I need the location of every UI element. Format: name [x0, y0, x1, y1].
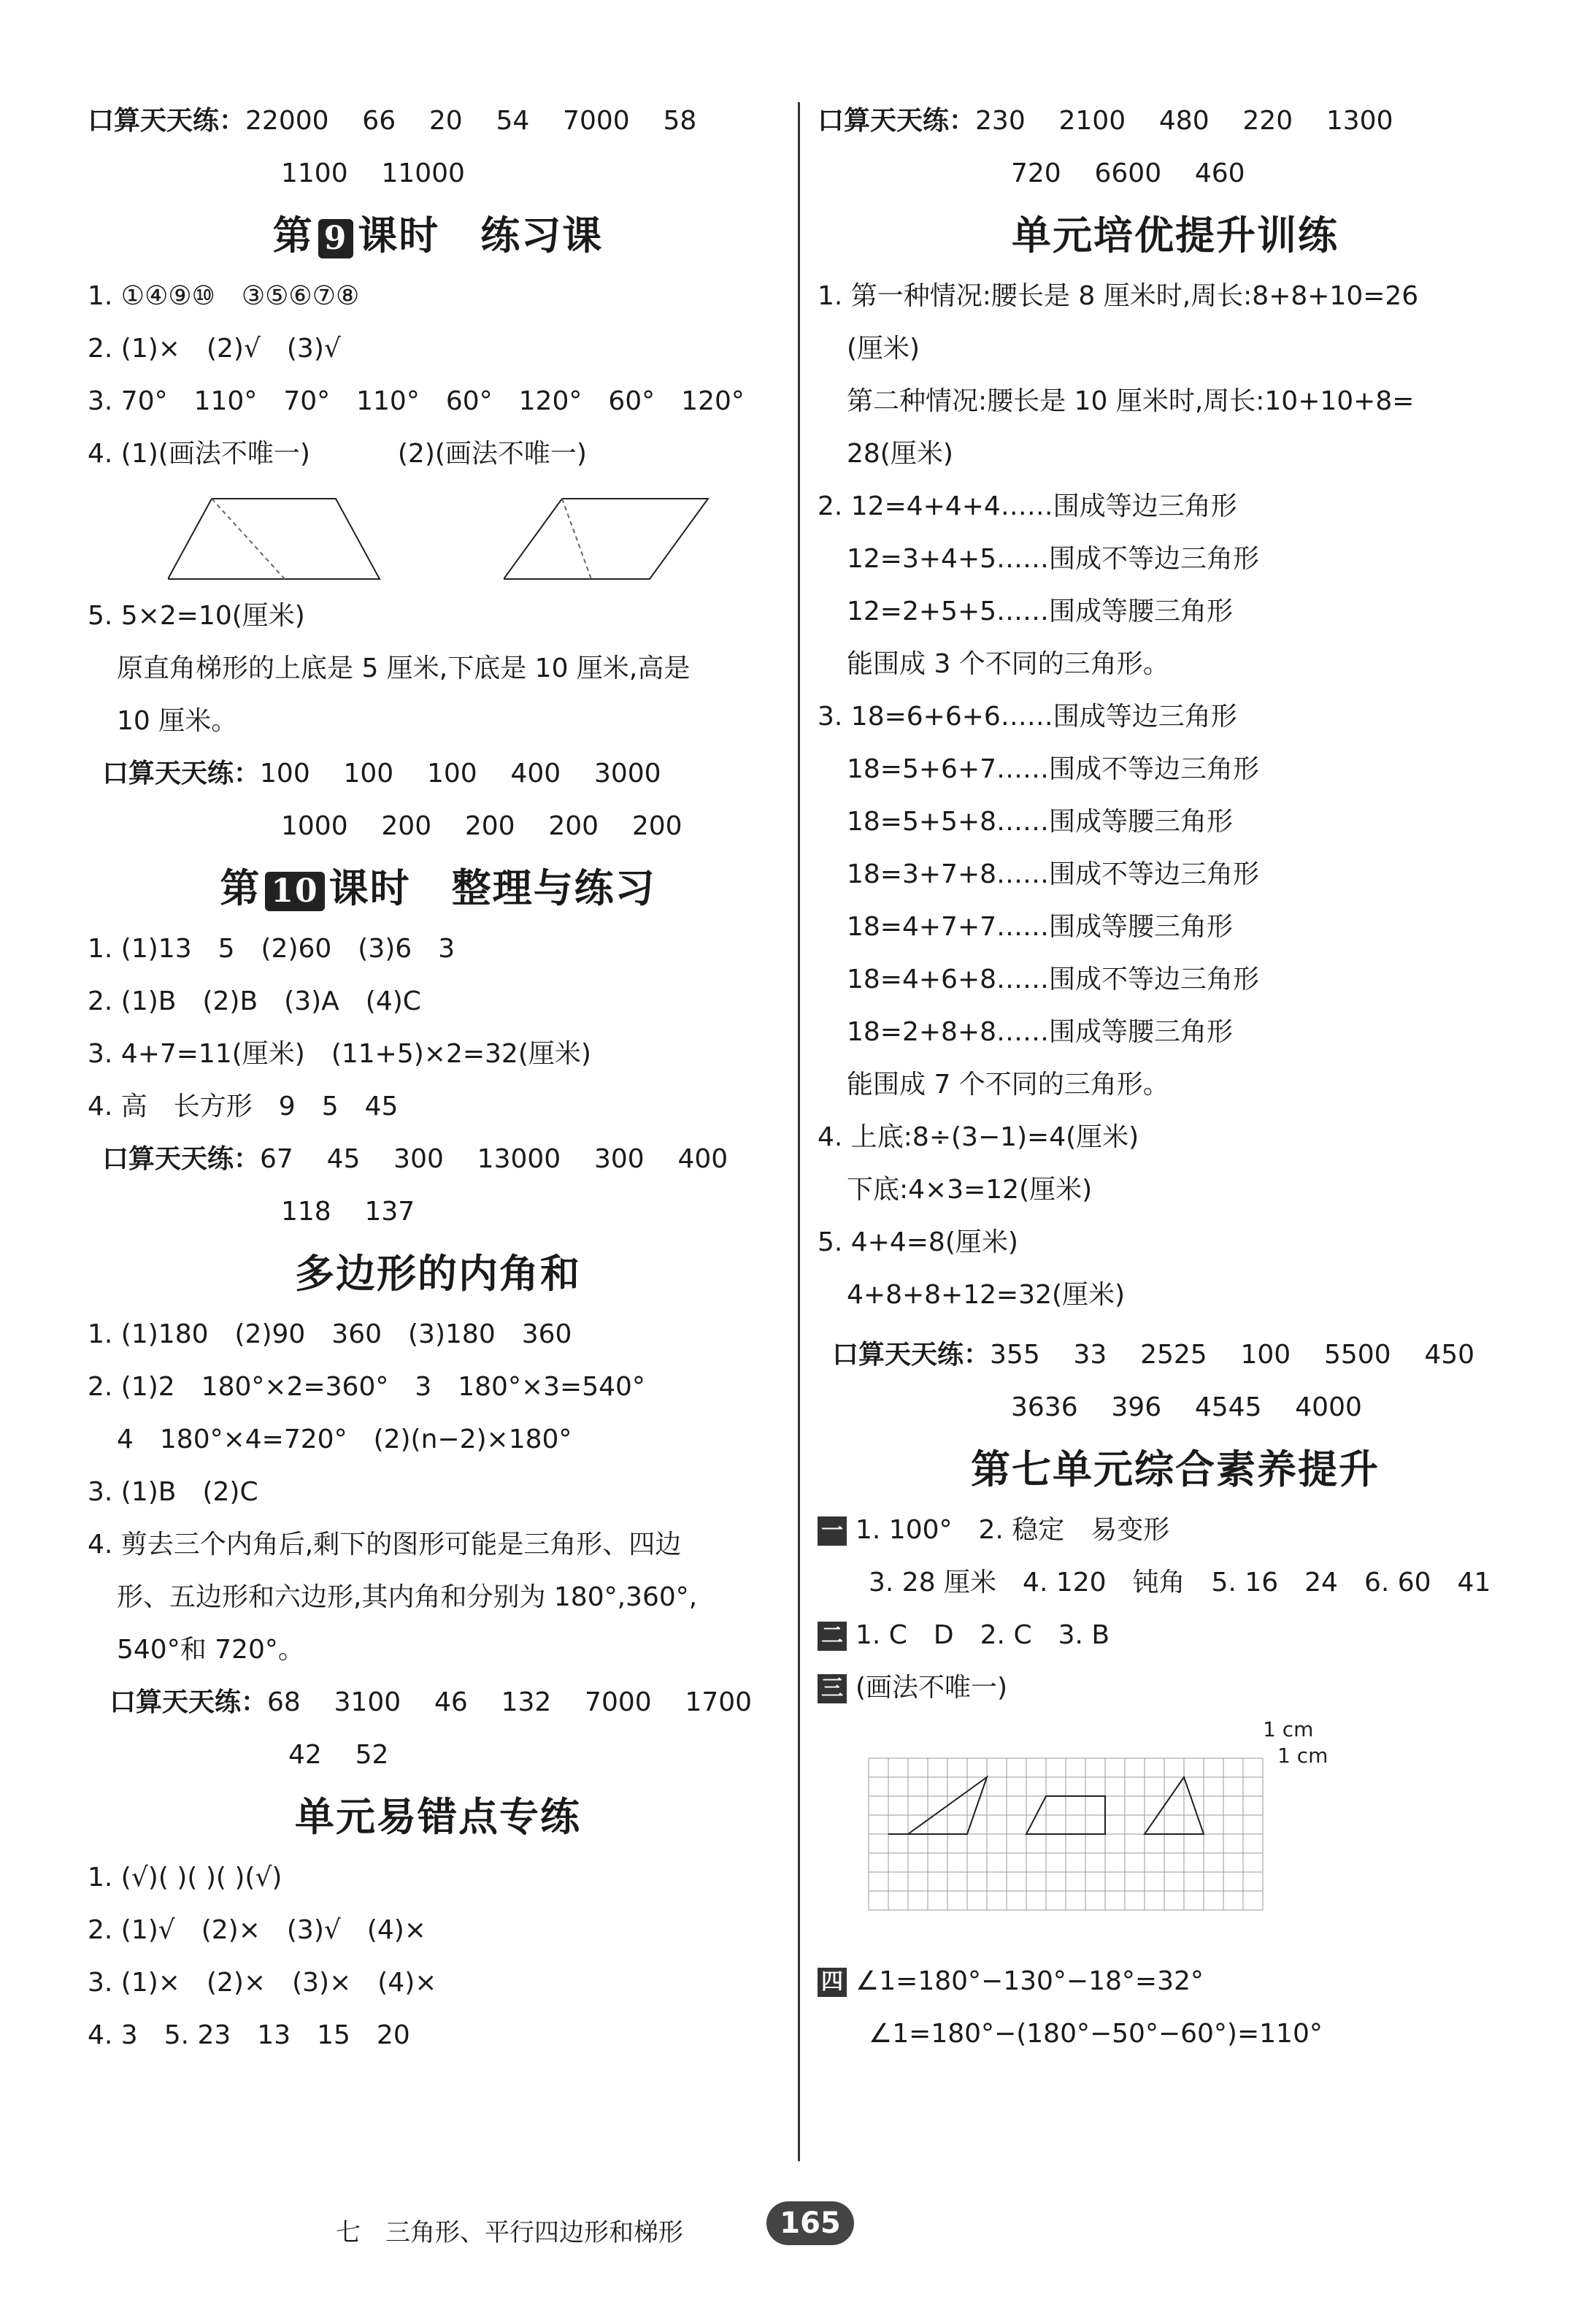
answer-line: 下底:4×3=12(厘米) [847, 1175, 1093, 1205]
scale-label-2: 1 cm [1277, 1744, 1328, 1768]
answer-line: 5. 4+4=8(厘米) [818, 1227, 1018, 1257]
mental-math-5-line2: 720 6600 460 [1011, 158, 1245, 188]
mental-math-2: 口算天天练：100 100 100 400 3000 [102, 759, 661, 789]
section-heading-error-practice: 单元易错点专练 [295, 1793, 581, 1840]
left-column [88, 95, 788, 2062]
answer-line: 4. 剪去三个内角后,剩下的图形可能是三角形、四边 [88, 1530, 682, 1560]
page-number: 165 [766, 2201, 854, 2245]
answer-line: 540°和 720°。 [117, 1635, 304, 1665]
answer-line: 能围成 3 个不同的三角形。 [847, 649, 1169, 679]
answer-line: 18=5+5+8……围成等腰三角形 [847, 807, 1234, 837]
section-heading-lesson9: 第 9 课时 练习课 [272, 212, 604, 258]
answer-line: 第二种情况:腰长是 10 厘米时,周长:10+10+8= [847, 386, 1415, 416]
answer-line: 3. 70° 110° 70° 110° 60° 120° 60° 120° [88, 386, 745, 416]
answer-line: 4. 3 5. 23 13 15 20 [88, 2020, 410, 2050]
part-one: 一 1. 100° 2. 稳定 易变形 [818, 1504, 1533, 1557]
answer-line: 12=3+4+5……围成不等边三角形 [847, 544, 1260, 574]
mental-math-3: 口算天天练：67 45 300 13000 300 400 [102, 1144, 728, 1174]
answer-line: 2. 12=4+4+4……围成等边三角形 [818, 491, 1237, 521]
part-four: 四 ∠1=180°−130°−18°=32° [818, 1955, 1533, 2008]
answer-line: 3. 18=6+6+6……围成等边三角形 [818, 702, 1237, 732]
mental-math-6-line2: 3636 396 4545 4000 [1011, 1392, 1362, 1422]
mental-math-3-line2: 118 137 [281, 1197, 415, 1227]
answer-line: 28(厘米) [847, 439, 953, 469]
answer-line: 1. 第一种情况:腰长是 8 厘米时,周长:8+8+10=26 [818, 281, 1419, 311]
answer-line: 3. 28 厘米 4. 120 钝角 5. 16 24 6. 60 41 [869, 1568, 1491, 1598]
answer-line: 1. (1)180 (2)90 360 (3)180 360 [88, 1319, 572, 1349]
answer-line: 2. (1)2 180°×2=360° 3 180°×3=540° [88, 1372, 645, 1402]
part-number-badge: 二 [818, 1622, 847, 1651]
answer-line: (厘米) [847, 334, 920, 364]
answer-line: 3. (1)B (2)C [88, 1477, 258, 1507]
answer-line: 4. 高 长方形 9 5 45 [88, 1092, 399, 1121]
answer-line: 1. ①④⑨⑩ ③⑤⑥⑦⑧ [88, 281, 360, 311]
mental-math-4: 口算天天练：68 3100 46 132 7000 1700 [109, 1687, 753, 1717]
section-heading-polygon-angles: 多边形的内角和 [295, 1250, 581, 1297]
footer-chapter-title: 七 三角形、平行四边形和梯形 [336, 2218, 683, 2247]
mental-math-5: 口算天天练：230 2100 480 220 1300 [818, 106, 1393, 136]
answer-line: 能围成 7 个不同的三角形。 [847, 1070, 1169, 1100]
answer-line: 2. (1)√ (2)× (3)√ (4)× [88, 1915, 426, 1945]
answer-line: 5. 5×2=10(厘米) [88, 601, 305, 631]
mental-math-4-line2: 42 52 [288, 1740, 389, 1770]
answer-line: 3. 4+7=11(厘米) (11+5)×2=32(厘米) [88, 1039, 591, 1069]
answer-line: 4 180°×4=720° (2)(n−2)×180° [117, 1424, 572, 1454]
mental-math-1: 口算天天练：22000 66 20 54 7000 58 [88, 106, 697, 136]
grid-figure [854, 1714, 1350, 1948]
answer-line: 原直角梯形的上底是 5 厘米,下底是 10 厘米,高是 [117, 653, 691, 683]
right-column [818, 95, 1533, 2060]
part-three: 三 (画法不唯一) [818, 1662, 1533, 1714]
answer-line: ∠1=180°−(180°−50°−60°)=110° [869, 2019, 1323, 2049]
mental-math-6: 口算天天练：355 33 2525 100 5500 450 [832, 1340, 1475, 1370]
part-number-badge: 一 [818, 1516, 847, 1546]
part-two: 二 1. C D 2. C 3. B [818, 1609, 1533, 1662]
trapezoid-figure-1 [168, 484, 387, 586]
section-heading-lesson10: 第 10 课时 整理与练习 [220, 864, 656, 911]
answer-line: 4+8+8+12=32(厘米) [847, 1280, 1126, 1310]
mental-math-2-line2: 1000 200 200 200 200 [281, 811, 682, 841]
part-number-badge: 三 [818, 1674, 847, 1703]
answer-line: 12=2+5+5……围成等腰三角形 [847, 597, 1234, 626]
answer-line: 18=3+7+8……围成不等边三角形 [847, 859, 1260, 889]
answer-line: 2. (1)B (2)B (3)A (4)C [88, 986, 421, 1016]
answer-line: 1. (√)( )( )( )(√) [88, 1863, 282, 1892]
column-divider [798, 102, 800, 2161]
mental-math-1-line2: 1100 11000 [281, 158, 465, 188]
answer-line: 2. (1)× (2)√ (3)√ [88, 334, 341, 364]
answer-line: 18=2+8+8……围成等腰三角形 [847, 1017, 1234, 1047]
answer-line: 形、五边形和六边形,其内角和分别为 180°,360°, [117, 1582, 698, 1612]
grid-drawing [854, 1714, 1533, 1955]
answer-line: 4. 上底:8÷(3−1)=4(厘米) [818, 1122, 1139, 1152]
answer-line: 3. (1)× (2)× (3)× (4)× [88, 1968, 437, 1998]
trapezoid-drawings [88, 480, 788, 590]
answer-line: 4. (1)(画法不唯一) (2)(画法不唯一) [88, 439, 587, 469]
answer-line: 18=4+6+8……围成不等边三角形 [847, 965, 1260, 994]
section-heading-comprehensive: 第七单元综合素养提升 [971, 1446, 1380, 1492]
trapezoid-figure-2 [504, 484, 723, 586]
answer-line: 18=5+6+7……围成不等边三角形 [847, 754, 1260, 784]
answer-line: 10 厘米。 [117, 706, 238, 736]
answer-line: 1. (1)13 5 (2)60 (3)6 3 [88, 934, 455, 964]
scale-label-1: 1 cm [1263, 1717, 1314, 1741]
section-heading-unit-training: 单元培优提升训练 [1012, 212, 1339, 258]
part-number-badge: 四 [818, 1968, 847, 1997]
answer-line: 18=4+7+7……围成等腰三角形 [847, 912, 1234, 942]
